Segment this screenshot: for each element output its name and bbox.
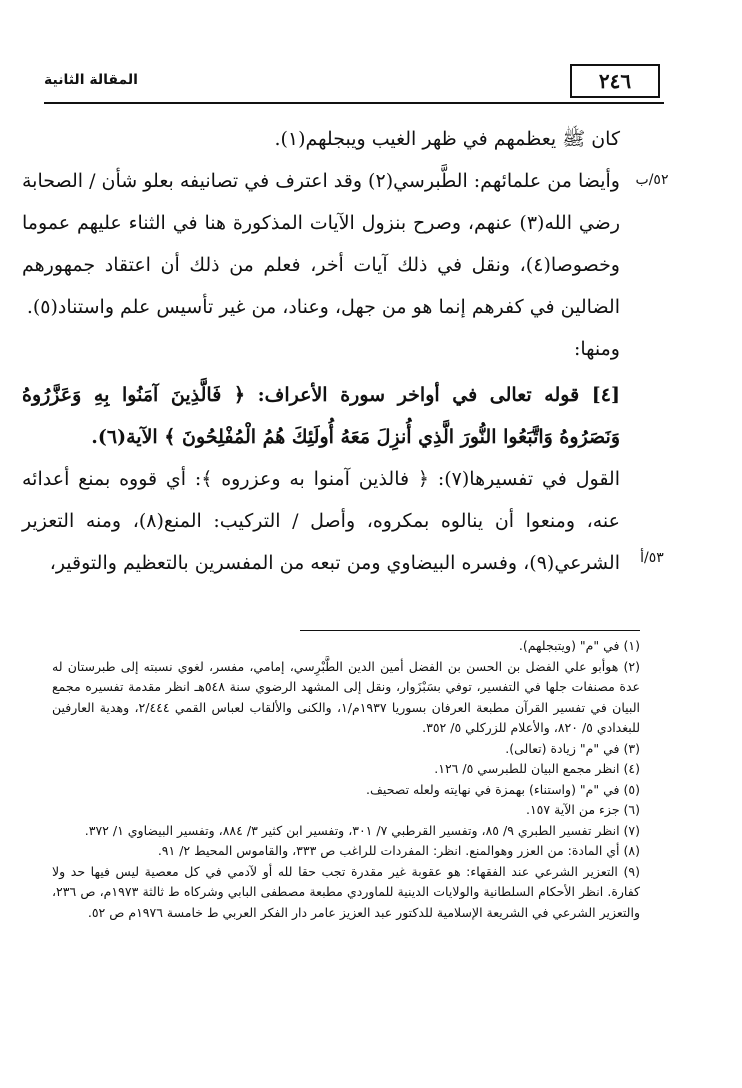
footnote: (٨) أي المادة: من العزر وهوالمنع. انظر: المفردات للراغب ص ٣٣٣، والقاموس المحيط ٢/ ٩١. xyxy=(157,843,640,858)
page-number: ٢٤٦ xyxy=(570,64,660,98)
margin-note-52b: ٥٢/ب xyxy=(635,172,669,188)
paragraph: القول في تفسيرها(٧): ﴿ فالذين آمنوا به وعزروه ﴾: أي قووه بمنع أعدائه عنه، ومنعوا أن ينالوه بمكروه، وأصل / التركيب: المنع(٨)، ومنه التعزير الشرعي(٩)، وفسره البيضاوي ومن تبعه من المفسرين بالتعظيم والتوقير، xyxy=(22,468,620,574)
footnote: (١) في "م" (ويتبجلهم). xyxy=(518,638,640,653)
verse-paragraph: [٤] قوله تعالى في أواخر سورة الأعراف: ﴿ فَالَّذِينَ آمَنُوا بِهِ وَعَزَّرُوهُ وَنَصَرُوهُ وَاتَّبَعُوا النُّورَ الَّذِي أُنزِلَ مَعَهُ أُولَئِكَ هُمُ الْمُفْلِحُونَ ﴾ الآية(٦). xyxy=(22,384,620,448)
chapter-title: المقالة الثانية xyxy=(44,72,138,88)
footnote: (٥) في "م" (واستناء) بهمزة في نهايته ولعله تصحيف. xyxy=(366,781,640,797)
footnote: (٢) هوأبو علي الفضل بن الحسن بن الفضل أمين الدين الطَّبْرِسي، إمامي، مفسر، لغوي نسبته إلى طبرستان له عدة مصنفات جلها في التفسير، توفي بسَبْزَوار، ونقل إلى المشهد الرضوي سنة ٥٤٨هـ انظر مقدمة تفسيره مجمع البيان في تفسير القرآن مطبعة العرفان بسوريا ١٩٣٧م/١، والكنى والألقاب لعباس القمي ٢/٤٤٤، وهدية العارفين للبغدادي ٥/ ٨٢٠، والأعلام للزركلي ٥/ ٣٥٢. xyxy=(52,658,641,735)
footnote: (٧) انظر تفسير الطبري ٩/ ٨٥، وتفسير القرطبي ٧/ ٣٠١، وتفسير ابن كثير ٣/ ٨٨٤، وتفسير البيضاوي ١/ ٣٧٢. xyxy=(84,822,640,838)
page-header xyxy=(22,64,642,108)
footnote: (٩) التعزير الشرعي عند الفقهاء: هو عقوبة غير مقدرة تجب حقا لله أو لآدمي في كل معصية ليس فيها حد ولا كفارة. انظر الأحكام السلطانية والولايات الدينية للماوردي مطبعة مصطفى البابي وشركاه ط ثالثة ١٩٧٣م، ص ٢٣٦، والتعزير الشرعي في الشريعة الإسلامية للدكتور عبد العزيز عامر دار الفكر العربي ط خامسة ١٩٧٦م ص ٥٢. xyxy=(52,863,640,920)
footnotes xyxy=(52,636,640,923)
footnote: (٤) انظر مجمع البيان للطبرسي ٥/ ١٢٦. xyxy=(434,761,640,776)
footnote-divider xyxy=(300,630,640,631)
paragraph: ومنها: xyxy=(573,338,620,360)
header-divider xyxy=(44,102,664,104)
paragraph: كان ﷺ يعظمهم في ظهر الغيب ويبجلهم(١). xyxy=(274,128,620,150)
footnote: (٦) جزء من الآية ١٥٧. xyxy=(525,802,640,817)
main-text xyxy=(22,118,620,584)
margin-note-53a: ٥٣/أ xyxy=(640,550,664,566)
footnote: (٣) في "م" زيادة (تعالى). xyxy=(505,740,640,756)
paragraph: وأيضا من علمائهم: الطَّبرسي(٢) وقد اعترف في تصانيفه بعلو شأن / الصحابة رضي الله(٣) عنهم، وصرح بنزول الآيات المذكورة هنا في الثناء عليهم عموما وخصوصا(٤)، ونقل في ذلك آيات أخر، فعلم من ذلك أن اعتقاد جمهورهم الضالين في كفرهم إنما هو من جهل، وعناد، من غير تأسيس علم واستناد(٥). xyxy=(21,170,620,318)
